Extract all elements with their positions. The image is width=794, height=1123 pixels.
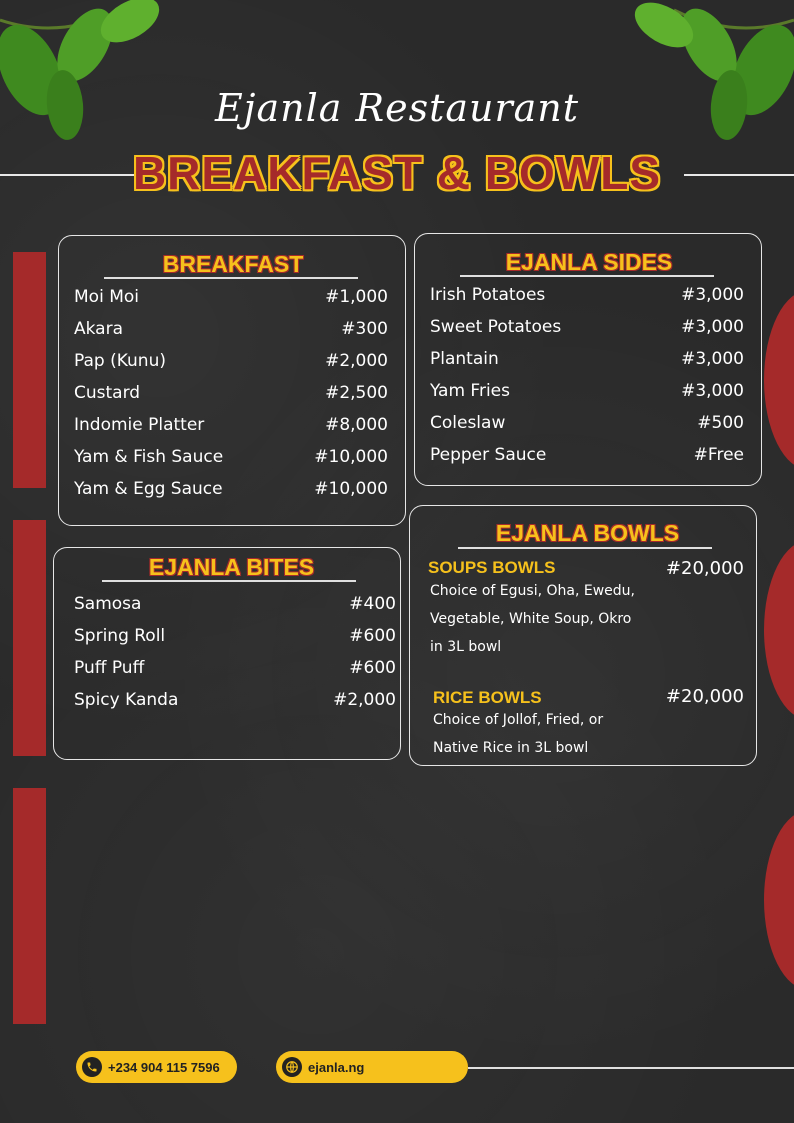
- item-price: #8,000: [325, 415, 388, 435]
- bowls-heading: EJANLA BOWLS: [495, 520, 680, 546]
- page-title: BREAKFAST & BOWLS: [132, 147, 662, 199]
- item-name: Indomie Platter: [74, 415, 205, 435]
- website-pill[interactable]: [276, 1051, 468, 1083]
- item-name: Moi Moi: [74, 287, 139, 307]
- bites-card: [53, 547, 401, 760]
- phone-pill[interactable]: [76, 1051, 237, 1083]
- item-name: Spring Roll: [74, 626, 166, 646]
- item-name: Samosa: [74, 594, 142, 614]
- red-arc-2: [764, 540, 794, 720]
- red-arc-1: [764, 290, 794, 470]
- soups-bowls-title: SOUPS BOWLS: [428, 558, 556, 577]
- breakfast-heading: BREAKFAST: [162, 251, 304, 277]
- breakfast-heading-underline: [104, 277, 358, 279]
- menu-item: [74, 592, 396, 616]
- item-price: #2,500: [325, 383, 388, 403]
- menu-item: [74, 656, 396, 680]
- soups-bowls-price: #20,000: [665, 558, 744, 579]
- item-name: Yam Fries: [430, 381, 510, 401]
- sides-heading: EJANLA SIDES: [505, 249, 673, 275]
- rice-bowls-price: #20,000: [665, 686, 744, 707]
- soups-bowls-desc-line: Vegetable, White Soup, Okro: [430, 611, 632, 627]
- item-price: #2,000: [325, 351, 388, 371]
- item-name: Coleslaw: [430, 413, 506, 433]
- sides-card: [414, 233, 762, 486]
- item-name: Puff Puff: [74, 658, 145, 678]
- item-name: Custard: [74, 383, 141, 403]
- item-name: Plantain: [430, 349, 499, 369]
- website-url: ejanla.ng: [308, 1059, 365, 1075]
- item-name: Pap (Kunu): [74, 351, 166, 371]
- menu-item: [74, 285, 388, 309]
- menu-item: [430, 283, 744, 307]
- item-price: #2,000: [333, 690, 396, 710]
- item-name: Spicy Kanda: [74, 690, 179, 710]
- item-name: Irish Potatoes: [430, 285, 546, 305]
- item-name: Yam & Egg Sauce: [74, 479, 223, 499]
- menu-item: [74, 688, 396, 712]
- item-price: #1,000: [325, 287, 388, 307]
- bites-heading: EJANLA BITES: [148, 554, 315, 580]
- rice-bowls-desc-line: Native Rice in 3L bowl: [433, 740, 589, 756]
- bowls-card: [409, 505, 757, 766]
- item-price: #400: [349, 594, 396, 614]
- red-bar-1: [13, 252, 46, 488]
- item-price: #500: [697, 413, 744, 433]
- item-name: Pepper Sauce: [430, 445, 547, 465]
- phone-icon: [82, 1057, 102, 1077]
- red-arc-3: [764, 810, 794, 990]
- menu-item: [74, 413, 388, 437]
- item-price: #Free: [693, 445, 744, 465]
- menu-item: [74, 445, 388, 469]
- red-bar-3: [13, 788, 46, 1024]
- item-price: #3,000: [681, 381, 744, 401]
- menu-item: [430, 347, 744, 371]
- menu-item: [74, 477, 388, 501]
- item-price: #3,000: [681, 317, 744, 337]
- sides-heading-underline: [460, 275, 714, 277]
- menu-item: [74, 624, 396, 648]
- item-price: #10,000: [314, 447, 388, 467]
- breakfast-card: [58, 235, 406, 526]
- item-price: #600: [349, 626, 396, 646]
- item-name: Akara: [74, 319, 123, 339]
- footer-divider: [468, 1067, 794, 1069]
- item-price: #600: [349, 658, 396, 678]
- item-price: #3,000: [681, 285, 744, 305]
- item-price: #10,000: [314, 479, 388, 499]
- rice-bowls-desc-line: Choice of Jollof, Fried, or: [433, 712, 604, 728]
- phone-number: +234 904 115 7596: [108, 1059, 220, 1075]
- bites-heading-underline: [102, 580, 356, 582]
- soups-bowls-desc-line: Choice of Egusi, Oha, Ewedu,: [430, 583, 635, 599]
- globe-icon: [282, 1057, 302, 1077]
- menu-item: [430, 411, 744, 435]
- menu-item: [430, 379, 744, 403]
- menu-item: [74, 349, 388, 373]
- item-price: #300: [341, 319, 388, 339]
- soups-bowls-desc-line: in 3L bowl: [430, 639, 502, 655]
- item-price: #3,000: [681, 349, 744, 369]
- item-name: Sweet Potatoes: [430, 317, 562, 337]
- bowls-heading-underline: [458, 547, 712, 549]
- menu-item: [430, 443, 744, 467]
- menu-item: [430, 315, 744, 339]
- menu-item: [74, 317, 388, 341]
- restaurant-name: Ejanla Restaurant: [214, 86, 580, 130]
- rice-bowls-title: RICE BOWLS: [433, 688, 542, 707]
- red-bar-2: [13, 520, 46, 756]
- menu-item: [74, 381, 388, 405]
- item-name: Yam & Fish Sauce: [74, 447, 224, 467]
